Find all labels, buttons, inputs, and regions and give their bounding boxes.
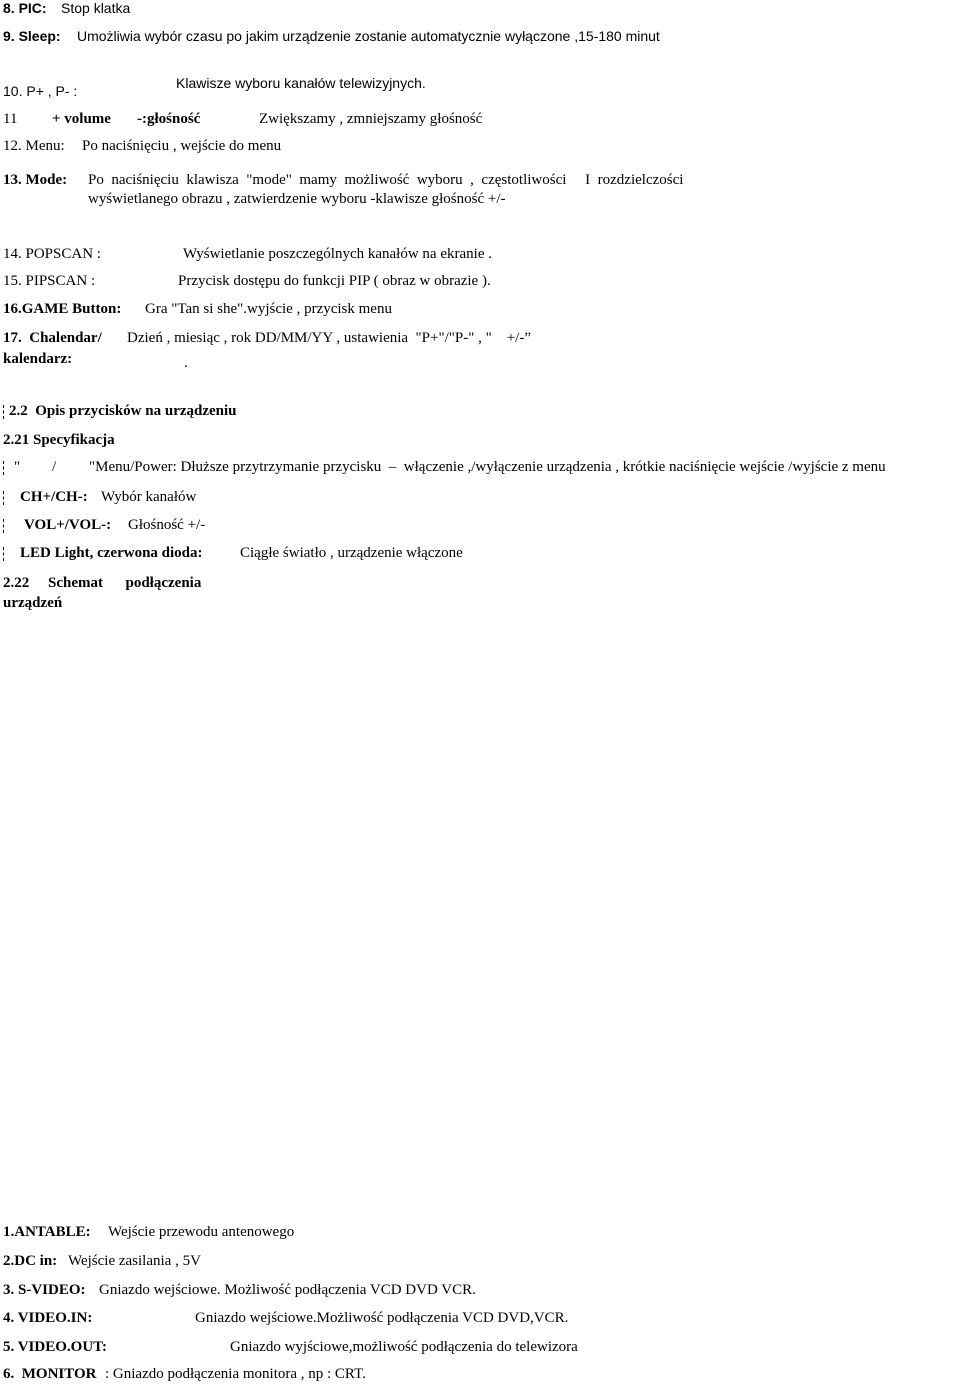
ch-text: Wybór kanałów — [101, 489, 197, 505]
item-popscan-text: Wyświetlanie poszczególnych kanałów na ekranie . — [183, 246, 492, 262]
item-sleep-text: Umożliwia wybór czasu po jakim urządzenie zostanie automatycznie wyłączone ,15-180 minut — [77, 28, 660, 44]
item-game-label: 16.GAME Button: — [3, 301, 122, 317]
menu-power-quote: " — [14, 459, 21, 475]
margin-marker — [3, 405, 4, 419]
antable-label: 1.ANTABLE: — [3, 1224, 91, 1240]
item-volume-text: Zwiększamy , zmniejszamy głośność — [259, 111, 483, 127]
dc-label: 2.DC in: — [3, 1253, 58, 1269]
svideo-label: 3. S-VIDEO: — [3, 1282, 86, 1298]
item-pic-label: 8. PIC: — [3, 0, 47, 16]
videoin-text: Gniazdo wejściowe.Możliwość podłączenia VCD DVD,VCR. — [195, 1310, 569, 1326]
dc-text: Wejście zasilania , 5V — [68, 1253, 201, 1269]
margin-marker — [3, 461, 4, 475]
item-calendar-label-2: kalendarz: — [3, 351, 73, 367]
item-volume-label-minus: -:głośność — [137, 111, 201, 127]
item-calendar-dot: . — [184, 355, 188, 371]
item-mode-text-line2: wyświetlanego obrazu , zatwierdzenie wyboru -klawisze głośność +/- — [88, 191, 506, 207]
margin-marker — [3, 519, 4, 533]
menu-power-text: "Menu/Power: Dłuższe przytrzymanie przycisku – włączenie ,/wyłączenie urządzenia , krótkie naciśnięcie wejście /wyjście z menu — [89, 459, 886, 475]
item-mode-text-line1: Po naciśnięciu klawisza "mode" mamy możliwość wyboru , częstotliwości I rozdzielczości — [88, 172, 684, 188]
menu-power-slash: / — [52, 459, 57, 475]
section-2-22-heading-2: urządzeń — [3, 595, 63, 611]
item-game-text: Gra "Tan si she".wyjście , przycisk menu — [145, 301, 392, 317]
item-calendar-text: Dzień , miesiąc , rok DD/MM/YY , ustawienia "P+"/"P-" , " +/-” — [127, 330, 532, 346]
item-menu-label: 12. Menu: — [3, 138, 65, 154]
videoout-label: 5. VIDEO.OUT: — [3, 1339, 108, 1355]
led-label: LED Light, czerwona dioda: — [20, 545, 203, 561]
svideo-text: Gniazdo wejściowe. Możliwość podłączenia VCD DVD VCR. — [99, 1282, 476, 1298]
item-pic-text: Stop klatka — [61, 0, 131, 16]
monitor-label: 6. MONITOR — [3, 1366, 97, 1382]
vol-text: Głośność +/- — [128, 517, 206, 533]
item-menu-text: Po naciśnięciu , wejście do menu — [82, 138, 282, 154]
section-2-21-heading: 2.21 Specyfikacja — [3, 432, 115, 448]
item-popscan-label: 14. POPSCAN : — [3, 246, 101, 262]
margin-marker — [3, 547, 4, 561]
item-sleep-label: 9. Sleep: — [3, 28, 61, 44]
item-pipscan-label: 15. PIPSCAN : — [3, 273, 96, 289]
antable-text: Wejście przewodu antenowego — [108, 1224, 295, 1240]
ch-label: CH+/CH-: — [20, 489, 88, 505]
section-2-2-heading: 2.2 Opis przycisków na urządzeniu — [9, 403, 237, 419]
item-volume-label: + volume — [52, 111, 111, 127]
videoout-text: Gniazdo wyjściowe,możliwość podłączenia do telewizora — [230, 1339, 578, 1355]
item-p-label: 10. P+ , P- : — [3, 83, 78, 99]
margin-marker — [3, 491, 4, 505]
monitor-text: : Gniazdo podłączenia monitora , np : CRT. — [105, 1366, 366, 1382]
item-volume-number: 11 — [3, 111, 18, 127]
vol-label: VOL+/VOL-: — [24, 517, 112, 533]
item-p-text: Klawisze wyboru kanałów telewizyjnych. — [176, 75, 426, 91]
item-calendar-label: 17. Chalendar/ — [3, 330, 102, 346]
section-2-22-heading: 2.22 Schemat podłączenia — [3, 575, 202, 591]
led-text: Ciągłe światło , urządzenie włączone — [240, 545, 463, 561]
item-pipscan-text: Przycisk dostępu do funkcji PIP ( obraz w obrazie ). — [178, 273, 491, 289]
videoin-label: 4. VIDEO.IN: — [3, 1310, 93, 1326]
item-mode-label: 13. Mode: — [3, 172, 68, 188]
